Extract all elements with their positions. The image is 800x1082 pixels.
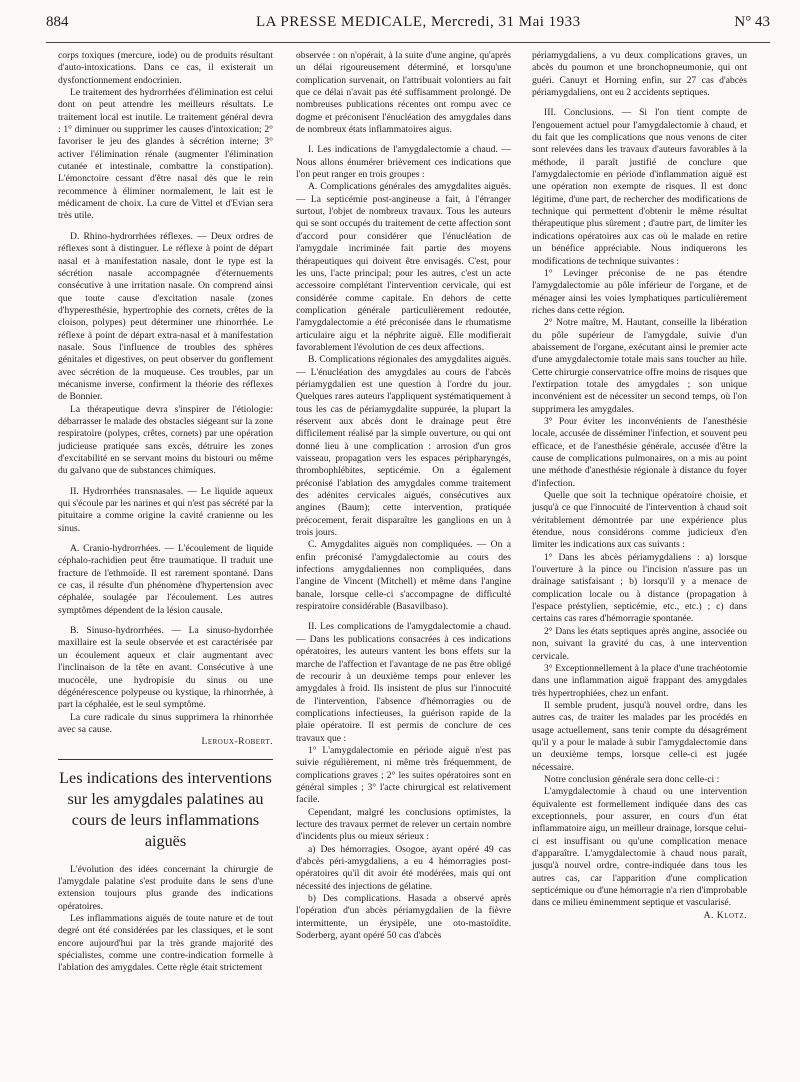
paragraph: observée : on n'opérait, à la suite d'une angine, qu'après un délai rigoureusement déterminé, et lorsqu'une complication survenait, on l'attribuait volontiers au fait que ce délai n'avait pas été suffisamment prolongé. De nombreuses publications récentes ont rompu avec ce dogme et préconisent l'énucléation des amygdales dans de nombreux états inflammatoires aigus.	[296, 50, 511, 136]
article-title: Les indications des interventions sur les amygdales palatines au cours de leurs inflammations aiguës	[59, 768, 272, 850]
paragraph: 3° Exceptionnellement à la place d'une trachéotomie dans une inflammation aiguë frappant des amygdales très hypertrophiées, chez un enfant.	[532, 662, 747, 699]
section-heading: III. Conclusions. — Si l'on tient compte de l'engouement actuel pour l'amygdalectomie à chaud, et du fait que les complications que nous venons de citer sont relevées dans les travaux d'auteurs favorables à la méthode, il paraît justifié de conclure que l'amygdalectomie en période d'inflammation aiguë est une opération non exempte de risques. Il est donc légitime, d'une part, de rechercher des modifications de technique qui permettent d'obtenir le même résultat thérapeutique plus sûrement ; d'autre part, de limiter les indications opératoires aux cas où le malade en retire un bénéfice appréciable. Nous indiquerons les modifications de technique suivantes :	[532, 107, 747, 267]
paragraph: 1° L'amygdalectomie en période aiguë n'est pas suivie régulièrement, ni même très fréquemment, de complications graves ; 2° les suites opératoires sont en général simples ; 3° l'acte chirurgical est relativement facile.	[296, 744, 511, 806]
paragraph: 2° Notre maître, M. Hautant, conseille la libération du pôle supérieur de l'amygdale, suivie d'un abaissement de l'organe, exécutant ainsi le premier acte d'une amygdalectomie totale mais sans toucher au hile. Cette chirurgie conservatrice offre moins de risques que l'extirpation totale des amygdales ; son unique inconvénient est de nécessiter un second temps, où l'on supprimera les amygdales.	[532, 317, 747, 415]
paragraph: B. Complications régionales des amygdalites aiguës. — L'énucléation des amygdales au cours de l'abcès périamygdalien est une question à l'ordre du jour. Quelques rares auteurs l'appliquent systématiquement à tous les cas de périamygdalite suppurée, la plupart la réservent aux abcès dont le drainage peut être difficilement réalisé par la simple ouverture, ou qui ont donné lieu à une complication : arrosion d'un gros vaisseau, propagation vers les espaces péripharyngés, thrombophlébites, septicémie. On a également préconisé l'ablation des amygdales comme traitement des adénites cervicales aiguës, consécutives aux angines (Baum); cette intervention, pratiquée précocement, ferait disparaître les ganglions en un à trois jours.	[296, 354, 511, 539]
paragraph: Le traitement des hydrorrhées d'élimination est celui dont on peut attendre les meilleurs résultats. Le traitement local est inutile. Le traitement général devra : 1° diminuer ou supprimer les causes d'intoxication; 2° favoriser le jeu des glandes à sécrétion interne; 3° activer l'élimination rénale (augmenter l'élimination cutanée et intestinale, combattre la constipation). L'émonctoire cessant d'être nasal dès que le rein recommence à éliminer normalement, le lait est le médicament de choix. La cure de Vittel et d'Evian sera très utile.	[58, 87, 273, 222]
paragraph: 1° Dans les abcès périamygdaliens : a) lorsque l'ouverture à la pince ou l'incision n'assure pas un drainage satisfaisant ; b) lorsqu'il y a menace de complication locale ou à distance (propagation à l'espace préstylien, septicémie, etc., etc.) ; c) dans certains cas rares d'hémorragie spontanée.	[532, 551, 747, 625]
paragraph: A. Complications générales des amygdalites aiguës. — La septicémie post-angineuse a fait, à l'étranger surtout, l'objet de nombreux travaux. Tous les auteurs qui se sont occupés du traitement de cette affection sont d'accord pour considérer que l'énucléation de l'amygdale incriminée fait partie des moyens thérapeutiques qui doivent être envisagés. C'est, pour les uns, l'acte principal; pour les autres, c'est un acte accessoire complétant l'intervention cervicale, qui est considérée comme capitale. En dehors de cette complication générale particulièrement redoutée, l'amygdalectomie a été préconisée dans le rhumatisme articulaire aigu et la néphrite aiguë. Elle modifierait favorablement l'évolution de ces deux affections.	[296, 181, 511, 353]
paragraph: C. Amygdalites aiguës non compliquées. — On a enfin préconisé l'amygdalectomie au cours des infections amygdaliennes non compliquées, dans l'angine de Vincent (Mitchell) et même dans l'angine banale, lorsque celle-ci s'accompagne de difficulté respiratoire considérable (Basavilbaso).	[296, 539, 511, 613]
column-2	[296, 50, 511, 942]
page-header	[46, 10, 770, 36]
paragraph: La cure radicale du sinus supprimera la rhinorrhée avec sa cause.	[58, 711, 273, 735]
section-heading: I. Les indications de l'amygdalectomie a chaud. — Nous allons énumérer brièvement ces indications que l'on peut ranger en trois groupes :	[296, 144, 511, 181]
paragraph: Il semble prudent, jusqu'à nouvel ordre, dans les autres cas, de traiter les malades par les procédés en usage actuellement, sans tenir compte du désagrément qu'il y a pour le malade à subir l'amygdalectomie dans un deuxième temps, lorsque celle-ci est jugée nécessaire.	[532, 699, 747, 773]
paragraph: périamygdaliens, a vu deux complications graves, un abcès du poumon et une bronchopneumonie, qui ont guéri. Canuyt et Horning enfin, sur 27 cas d'abcès périamygdaliens, ont eu 2 accidents septiques.	[532, 50, 747, 99]
author-signature: A. Klotz.	[703, 909, 747, 921]
paragraph: 3° Pour éviter les inconvénients de l'anesthésie locale, accusée de disséminer l'infection, et souvent peu efficace, et de l'anesthésie générale, accusée d'être la cause de complications pulmonaires, on a mis au point une méthode d'anesthésie régionale à distance du foyer d'infection.	[532, 415, 747, 489]
paragraph: Notre conclusion générale sera donc celle-ci :	[544, 773, 720, 785]
paragraph: A. Cranio-hydrorrhées. — L'écoulement de liquide céphalo-rachidien peut être traumatique. Il traduit une fracture de l'ethmoïde. Il est rarement spontané. Dans ce cas, il résulte d'un phénomène d'hypertension avec céphalée, soulagée par l'écoulement. Les autres symptômes dépendent de la lésion causale.	[58, 543, 273, 616]
column-3	[532, 50, 747, 922]
paragraph: Les inflammations aiguës de toute nature et de tout degré ont été considérées par les classiques, et le sont encore aujourd'hui par la très grande majorité des spécialistes, comme une contre-indication formelle à l'ablation des amygdales. Cette règle était strictement	[58, 912, 273, 974]
author-signature: Leroux-Robert.	[201, 736, 273, 748]
paragraph: corps toxiques (mercure, iode) ou de produits résultant d'auto-intoxications. Dans ce cas, il existerait un dysfonctionnement endocrinien.	[58, 50, 273, 86]
paragraph: Quelle que soit la technique opératoire choisie, et jusqu'à ce que l'innocuité de l'intervention à chaud soit véritablement démontrée par une expérience plus étendue, nous considérons comme judicieux d'en limiter les indications aux cas suivants :	[532, 490, 747, 551]
paragraph: D. Rhino-hydrorrhées réflexes. — Deux ordres de réflexes sont à distinguer. Le réflexe à point de départ nasal et à manifestation nasale, dont le type est la sécrétion nasale accompagnée d'éternuements consécutive à une irritation nasale. On comprend ainsi que toute cause d'excitation nasale (zones d'hyperesthésie, hypertrophie des cornets, crêtes de la cloison, polypes) peut déterminer une rhinorrhée. Le réflexe à point de départ extra-nasal et à manifestation nasale. Sous l'influence de troubles des sphères génitales et digestives, on peut observer du gonflement avec sécrétion de la muqueuse. Ces troubles, par un mécanisme inverse, confirment la théorie des réflexes de Bonnier.	[58, 230, 273, 403]
paragraph: L'évolution des idées concernant la chirurgie de l'amygdale palatine s'est produite dans le sens d'une extension toujours plus grande des indications opératoires.	[58, 863, 273, 912]
paragraph: L'amygdalectomie à chaud ou une intervention équivalente est formellement indiquée dans des cas exceptionnels, pour assurer, en cours d'un état inflammatoire aigu, un meilleur drainage, lorsque celui-ci est insuffisant ou qu'une complication menace d'apparaître. L'amygdalectomie à chaud nous paraît, jusqu'à nouvel ordre, contre-indiquée dans tous les autres cas, car l'apparition d'une complication septicémique ou d'une hémorragie n'a rien d'improbable dans ce milieu éminemment septique et vascularisé.	[532, 786, 747, 909]
column-1	[58, 50, 273, 975]
paragraph: La thérapeutique devra s'inspirer de l'étiologie: débarrasser le malade des obstacles siégeant sur la zone respiratoire (polypes, crêtes, cornets) par une opération judicieuse pratiquée sans excès, détruire les zones d'excitabilité en se servant moins du bistouri ou même du galvano que de substances chimiques.	[58, 403, 273, 477]
issue-number: N° 43	[734, 14, 770, 30]
page-number: 884	[46, 14, 69, 30]
article-divider	[58, 759, 273, 760]
journal-title: LA PRESSE MEDICALE, Mercredi, 31 Mai 1933	[256, 14, 581, 30]
header-rule	[46, 42, 770, 43]
paragraph: B. Sinuso-hydrorrhées. — La sinuso-hydorrhée maxillaire est la seule observée et est caractérisée par un écoulement aqueux et clair augmentant avec l'inclinaison de la tête en avant. Consécutive à une mucocèle, une hydropisie du sinus ou une dégénérescence polypeuse ou kystique, la rhinorrhée, à part la céphalée, est le seul symptôme.	[58, 625, 273, 711]
paragraph: b) Des complications. Hasada a observé après l'opération d'un abcès périamygdalien de la fièvre intermittente, un érysipèle, une oto-mastoïdite. Soderberg, ayant opéré 50 cas d'abcès	[296, 893, 511, 942]
paragraph: II. Hydrorrhées transnasales. — Le liquide aqueux qui s'écoule par les narines et qui n'est pas sécrété par la pituitaire a comme origine la cavité cranienne ou les sinus.	[58, 485, 273, 534]
paragraph: 2° Dans les états septiques après angine, associée ou non, suivant la gravité du cas, à une intervention cervicale.	[532, 625, 747, 662]
section-heading: II. Les complications de l'amygdalectomie a chaud. — Dans les publications consacrées à ces indications opératoires, les auteurs vantent les bons effets sur la marche de l'affection et l'avantage de ne pas être obligé de recourir à un deuxième temps pour enlever les amygdales à froid. Ils insistent de plus sur l'innocuité de l'intervention, l'absence d'hémorragies ou de complications infectieuses, la guérison rapide de la plaie opératoire. Il est permis de conclure de ces travaux que :	[296, 621, 511, 744]
paragraph: 1° Levinger préconise de ne pas étendre l'amygdalectomie au pôle inférieur de l'organe, et de ménager ainsi les voies lymphatiques particulièrement riches dans cette région.	[532, 267, 747, 316]
paragraph: Cependant, malgré les conclusions optimistes, la lecture des travaux permet de relever un certain nombre d'incidents plus ou mieux sérieux :	[296, 806, 511, 843]
paragraph: a) Des hémorragies. Osogoe, ayant opéré 49 cas d'abcès péri-amygdaliens, a eu 4 hémorragies post-opératoires qu'il dit avoir été modérées, mais qui ont nécessité des injections de gélatine.	[296, 843, 511, 892]
